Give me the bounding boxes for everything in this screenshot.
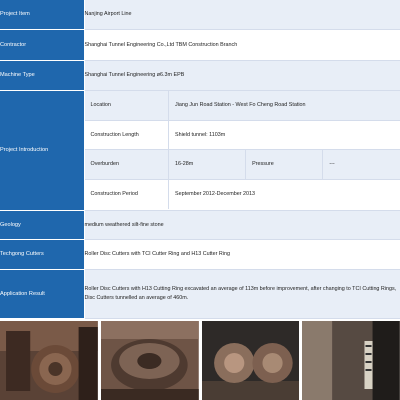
disc-cutter-photo-2 <box>101 321 199 400</box>
row-project-introduction <box>0 90 400 210</box>
pressure-value: --- <box>323 149 400 179</box>
machine-type-label: Machine Type <box>0 60 84 90</box>
project-item-value: Nanjing Airport Line <box>84 0 400 29</box>
techgong-cutters-label: Techgong Cutters <box>0 239 84 269</box>
construction-period-label: Construction Period <box>85 179 169 209</box>
sub-row-overburden <box>85 149 400 179</box>
project-introduction-subtable <box>85 91 400 209</box>
application-result-value: Roller Disc Cutters with H13 Cutting Ring excavated an average of 113m before improvement, after changing to TCI Cutting Rings, Disc Cutters tunnelled an average of 460m. <box>84 269 400 318</box>
row-geology <box>0 210 400 239</box>
row-application-result <box>0 269 400 318</box>
disc-cutter-photo-4 <box>302 321 400 400</box>
machine-type-value: Shanghai Tunnel Engineering ø6.3m EPB <box>84 60 400 90</box>
pressure-label: Pressure <box>246 149 323 179</box>
disc-cutter-photo-1 <box>0 321 98 400</box>
row-techgong-cutters <box>0 239 400 269</box>
sub-row-location <box>85 91 400 120</box>
application-result-label: Application Result <box>0 269 84 318</box>
overburden-label: Overburden <box>85 149 169 179</box>
contractor-value: Shanghai Tunnel Engineering Co.,Ltd TBM Construction Branch <box>84 29 400 60</box>
project-introduction-label: Project Introduction <box>0 90 84 210</box>
sub-row-construction-period <box>85 179 400 209</box>
location-label: Location <box>85 91 169 120</box>
construction-period-value: September 2012-December 2013 <box>169 179 400 209</box>
construction-length-value: Shield tunnel: 1103m <box>169 120 400 149</box>
project-item-label: Project Item <box>0 0 84 29</box>
techgong-cutters-value: Roller Disc Cutters with TCI Cutter Ring and H13 Cutter Ring <box>84 239 400 269</box>
row-contractor <box>0 29 400 60</box>
location-value: Jiang Jun Road Station - West Fo Cheng Road Station <box>169 91 400 120</box>
construction-length-label: Construction Length <box>85 120 169 149</box>
row-machine-type <box>0 60 400 90</box>
geology-value: medium weathered silt-fine stone <box>84 210 400 239</box>
photo-strip <box>0 321 400 400</box>
overburden-value: 16-28m <box>169 149 246 179</box>
disc-cutter-photo-3 <box>202 321 300 400</box>
contractor-label: Contractor <box>0 29 84 60</box>
row-project-item <box>0 0 400 29</box>
sub-row-construction-length <box>85 120 400 149</box>
geology-label: Geology <box>0 210 84 239</box>
